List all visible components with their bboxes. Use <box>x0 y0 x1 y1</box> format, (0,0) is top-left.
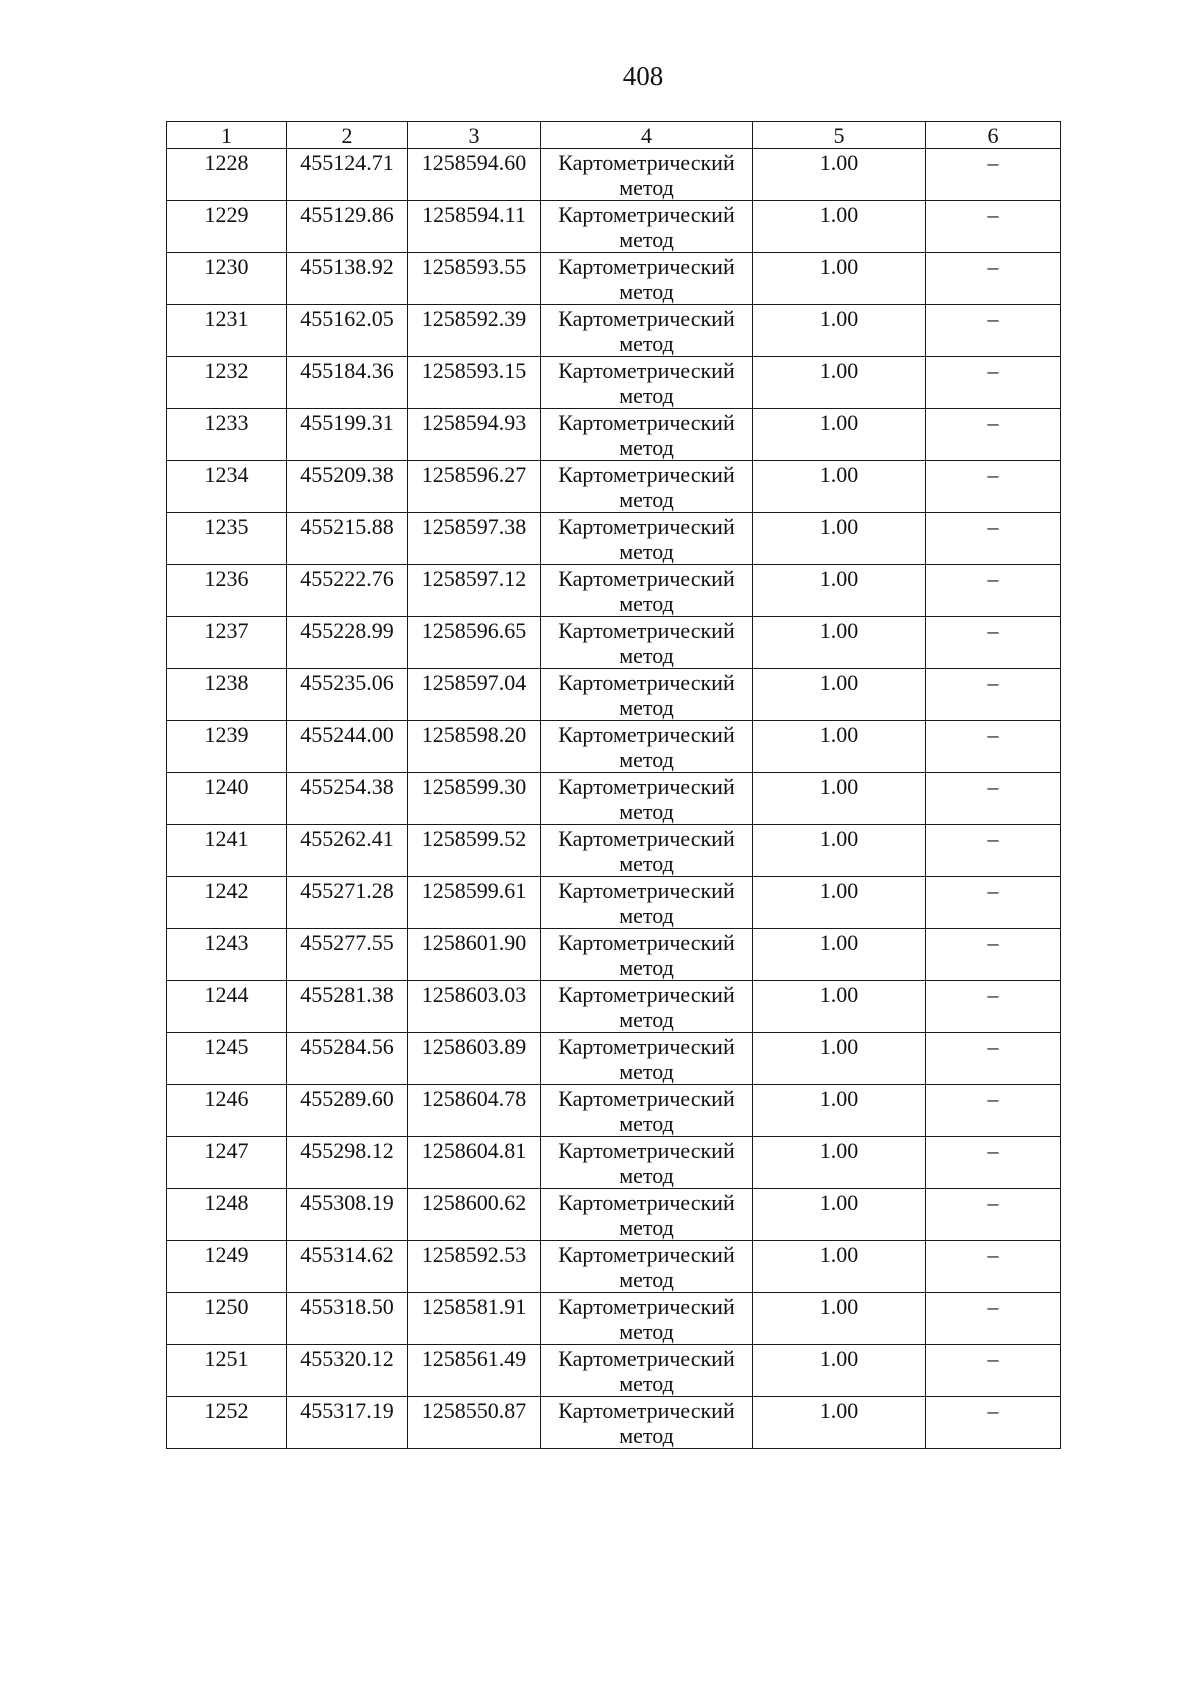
cell-point-number: 1249 <box>167 1241 287 1293</box>
cell-coordinate-y: 1258599.52 <box>408 825 541 877</box>
cell-method: Картометрический метод <box>541 877 753 929</box>
table-row <box>167 669 1061 721</box>
cell-coordinate-y: 1258597.04 <box>408 669 541 721</box>
cell-note: – <box>926 617 1061 669</box>
cell-coordinate-y: 1258597.12 <box>408 565 541 617</box>
cell-point-number: 1242 <box>167 877 287 929</box>
cell-note: – <box>926 981 1061 1033</box>
cell-accuracy: 1.00 <box>753 877 926 929</box>
cell-coordinate-x: 455320.12 <box>287 1345 408 1397</box>
cell-coordinate-x: 455244.00 <box>287 721 408 773</box>
cell-method: Картометрический метод <box>541 409 753 461</box>
cell-coordinate-y: 1258593.15 <box>408 357 541 409</box>
cell-point-number: 1238 <box>167 669 287 721</box>
cell-coordinate-x: 455228.99 <box>287 617 408 669</box>
cell-accuracy: 1.00 <box>753 149 926 201</box>
header-row <box>167 122 1061 149</box>
cell-point-number: 1233 <box>167 409 287 461</box>
cell-coordinate-y: 1258592.39 <box>408 305 541 357</box>
cell-note: – <box>926 825 1061 877</box>
table-row <box>167 1397 1061 1449</box>
cell-point-number: 1229 <box>167 201 287 253</box>
cell-accuracy: 1.00 <box>753 929 926 981</box>
cell-method: Картометрический метод <box>541 1345 753 1397</box>
table-row <box>167 981 1061 1033</box>
cell-coordinate-x: 455215.88 <box>287 513 408 565</box>
cell-coordinate-x: 455129.86 <box>287 201 408 253</box>
cell-accuracy: 1.00 <box>753 1137 926 1189</box>
table-row <box>167 565 1061 617</box>
table-row <box>167 773 1061 825</box>
cell-accuracy: 1.00 <box>753 721 926 773</box>
cell-method: Картометрический метод <box>541 1189 753 1241</box>
table-row <box>167 1189 1061 1241</box>
cell-point-number: 1248 <box>167 1189 287 1241</box>
cell-accuracy: 1.00 <box>753 565 926 617</box>
cell-method: Картометрический метод <box>541 1397 753 1449</box>
table-row <box>167 409 1061 461</box>
table-row <box>167 1293 1061 1345</box>
cell-coordinate-y: 1258600.62 <box>408 1189 541 1241</box>
table-row <box>167 1241 1061 1293</box>
table-row <box>167 305 1061 357</box>
cell-coordinate-y: 1258594.11 <box>408 201 541 253</box>
cell-note: – <box>926 461 1061 513</box>
cell-accuracy: 1.00 <box>753 981 926 1033</box>
table-body <box>167 149 1061 1449</box>
cell-coordinate-x: 455289.60 <box>287 1085 408 1137</box>
cell-accuracy: 1.00 <box>753 513 926 565</box>
cell-method: Картометрический метод <box>541 1293 753 1345</box>
cell-note: – <box>926 1033 1061 1085</box>
table-row <box>167 1033 1061 1085</box>
cell-coordinate-x: 455254.38 <box>287 773 408 825</box>
cell-coordinate-x: 455284.56 <box>287 1033 408 1085</box>
cell-accuracy: 1.00 <box>753 1293 926 1345</box>
cell-coordinate-y: 1258601.90 <box>408 929 541 981</box>
cell-method: Картометрический метод <box>541 1033 753 1085</box>
cell-coordinate-x: 455235.06 <box>287 669 408 721</box>
cell-coordinate-x: 455277.55 <box>287 929 408 981</box>
cell-coordinate-y: 1258594.93 <box>408 409 541 461</box>
cell-coordinate-x: 455298.12 <box>287 1137 408 1189</box>
cell-accuracy: 1.00 <box>753 1189 926 1241</box>
cell-note: – <box>926 513 1061 565</box>
cell-point-number: 1234 <box>167 461 287 513</box>
cell-coordinate-y: 1258597.38 <box>408 513 541 565</box>
cell-coordinate-y: 1258593.55 <box>408 253 541 305</box>
cell-point-number: 1230 <box>167 253 287 305</box>
table-row <box>167 1345 1061 1397</box>
cell-coordinate-y: 1258550.87 <box>408 1397 541 1449</box>
cell-coordinate-x: 455271.28 <box>287 877 408 929</box>
header-cell-note: 6 <box>926 122 1061 149</box>
cell-note: – <box>926 929 1061 981</box>
cell-point-number: 1247 <box>167 1137 287 1189</box>
cell-accuracy: 1.00 <box>753 1397 926 1449</box>
coordinates-table <box>166 121 1061 1449</box>
cell-accuracy: 1.00 <box>753 1085 926 1137</box>
cell-note: – <box>926 201 1061 253</box>
table-row <box>167 253 1061 305</box>
cell-note: – <box>926 1085 1061 1137</box>
cell-method: Картометрический метод <box>541 669 753 721</box>
cell-accuracy: 1.00 <box>753 253 926 305</box>
cell-coordinate-x: 455308.19 <box>287 1189 408 1241</box>
header-cell-method: 4 <box>541 122 753 149</box>
cell-note: – <box>926 1189 1061 1241</box>
cell-coordinate-y: 1258561.49 <box>408 1345 541 1397</box>
table-row <box>167 357 1061 409</box>
cell-point-number: 1244 <box>167 981 287 1033</box>
header-cell-coordinate-x: 2 <box>287 122 408 149</box>
cell-coordinate-x: 455209.38 <box>287 461 408 513</box>
cell-accuracy: 1.00 <box>753 1345 926 1397</box>
cell-coordinate-x: 455222.76 <box>287 565 408 617</box>
cell-accuracy: 1.00 <box>753 305 926 357</box>
cell-point-number: 1235 <box>167 513 287 565</box>
table-row <box>167 1085 1061 1137</box>
cell-accuracy: 1.00 <box>753 617 926 669</box>
cell-accuracy: 1.00 <box>753 825 926 877</box>
cell-note: – <box>926 357 1061 409</box>
cell-method: Картометрический метод <box>541 513 753 565</box>
cell-note: – <box>926 669 1061 721</box>
cell-method: Картометрический метод <box>541 253 753 305</box>
cell-method: Картометрический метод <box>541 149 753 201</box>
cell-method: Картометрический метод <box>541 1085 753 1137</box>
cell-note: – <box>926 1345 1061 1397</box>
cell-method: Картометрический метод <box>541 1137 753 1189</box>
cell-note: – <box>926 149 1061 201</box>
header-cell-point-number: 1 <box>167 122 287 149</box>
cell-method: Картометрический метод <box>541 721 753 773</box>
table-row <box>167 877 1061 929</box>
cell-coordinate-y: 1258599.30 <box>408 773 541 825</box>
cell-method: Картометрический метод <box>541 929 753 981</box>
cell-note: – <box>926 1293 1061 1345</box>
cell-accuracy: 1.00 <box>753 1033 926 1085</box>
cell-coordinate-y: 1258603.03 <box>408 981 541 1033</box>
cell-method: Картометрический метод <box>541 357 753 409</box>
cell-coordinate-x: 455318.50 <box>287 1293 408 1345</box>
table-row <box>167 513 1061 565</box>
table-row <box>167 721 1061 773</box>
cell-point-number: 1236 <box>167 565 287 617</box>
cell-coordinate-y: 1258596.65 <box>408 617 541 669</box>
cell-coordinate-y: 1258596.27 <box>408 461 541 513</box>
table-row <box>167 929 1061 981</box>
cell-method: Картометрический метод <box>541 825 753 877</box>
cell-coordinate-x: 455162.05 <box>287 305 408 357</box>
cell-note: – <box>926 721 1061 773</box>
cell-note: – <box>926 253 1061 305</box>
cell-note: – <box>926 565 1061 617</box>
cell-accuracy: 1.00 <box>753 461 926 513</box>
cell-point-number: 1251 <box>167 1345 287 1397</box>
cell-note: – <box>926 1137 1061 1189</box>
cell-point-number: 1245 <box>167 1033 287 1085</box>
cell-note: – <box>926 1397 1061 1449</box>
cell-point-number: 1228 <box>167 149 287 201</box>
cell-accuracy: 1.00 <box>753 357 926 409</box>
cell-point-number: 1246 <box>167 1085 287 1137</box>
cell-coordinate-x: 455199.31 <box>287 409 408 461</box>
cell-coordinate-y: 1258604.81 <box>408 1137 541 1189</box>
table-row <box>167 149 1061 201</box>
cell-accuracy: 1.00 <box>753 409 926 461</box>
cell-method: Картометрический метод <box>541 617 753 669</box>
cell-coordinate-x: 455281.38 <box>287 981 408 1033</box>
cell-point-number: 1231 <box>167 305 287 357</box>
cell-point-number: 1241 <box>167 825 287 877</box>
cell-point-number: 1240 <box>167 773 287 825</box>
cell-coordinate-y: 1258594.60 <box>408 149 541 201</box>
cell-coordinate-x: 455124.71 <box>287 149 408 201</box>
header-cell-accuracy: 5 <box>753 122 926 149</box>
cell-coordinate-x: 455314.62 <box>287 1241 408 1293</box>
cell-coordinate-y: 1258604.78 <box>408 1085 541 1137</box>
cell-point-number: 1237 <box>167 617 287 669</box>
cell-note: – <box>926 409 1061 461</box>
cell-coordinate-x: 455317.19 <box>287 1397 408 1449</box>
cell-coordinate-y: 1258603.89 <box>408 1033 541 1085</box>
cell-point-number: 1250 <box>167 1293 287 1345</box>
cell-method: Картометрический метод <box>541 305 753 357</box>
cell-coordinate-x: 455262.41 <box>287 825 408 877</box>
header-cell-coordinate-y: 3 <box>408 122 541 149</box>
cell-accuracy: 1.00 <box>753 201 926 253</box>
cell-note: – <box>926 877 1061 929</box>
page-number: 408 <box>622 61 664 91</box>
cell-note: – <box>926 305 1061 357</box>
table-row <box>167 617 1061 669</box>
cell-point-number: 1243 <box>167 929 287 981</box>
table-row <box>167 1137 1061 1189</box>
cell-coordinate-y: 1258598.20 <box>408 721 541 773</box>
cell-accuracy: 1.00 <box>753 669 926 721</box>
cell-method: Картометрический метод <box>541 201 753 253</box>
cell-coordinate-x: 455184.36 <box>287 357 408 409</box>
cell-point-number: 1232 <box>167 357 287 409</box>
cell-method: Картометрический метод <box>541 1241 753 1293</box>
cell-coordinate-y: 1258581.91 <box>408 1293 541 1345</box>
table-row <box>167 201 1061 253</box>
table-row <box>167 461 1061 513</box>
cell-coordinate-x: 455138.92 <box>287 253 408 305</box>
cell-method: Картометрический метод <box>541 461 753 513</box>
table-header <box>167 122 1061 149</box>
cell-point-number: 1252 <box>167 1397 287 1449</box>
cell-coordinate-y: 1258599.61 <box>408 877 541 929</box>
cell-accuracy: 1.00 <box>753 773 926 825</box>
table-row <box>167 825 1061 877</box>
cell-method: Картометрический метод <box>541 565 753 617</box>
cell-accuracy: 1.00 <box>753 1241 926 1293</box>
cell-method: Картометрический метод <box>541 981 753 1033</box>
cell-coordinate-y: 1258592.53 <box>408 1241 541 1293</box>
cell-point-number: 1239 <box>167 721 287 773</box>
cell-note: – <box>926 773 1061 825</box>
cell-method: Картометрический метод <box>541 773 753 825</box>
cell-note: – <box>926 1241 1061 1293</box>
